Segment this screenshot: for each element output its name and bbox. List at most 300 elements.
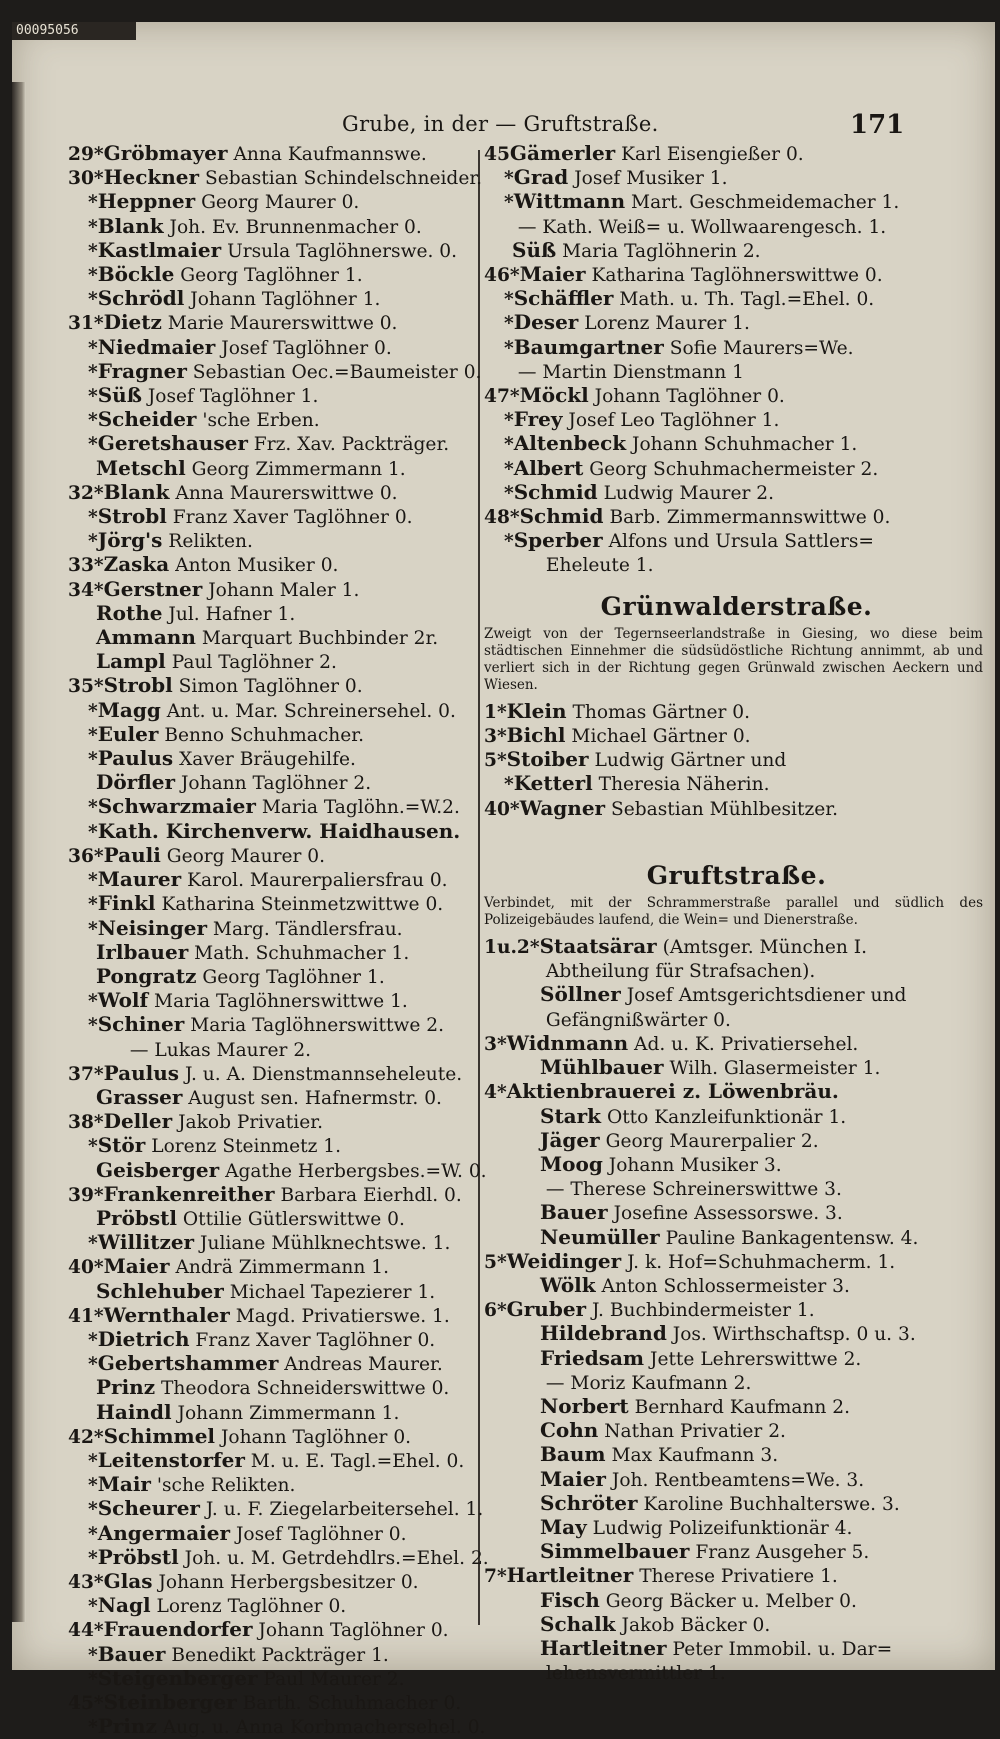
directory-entry [68,868,473,892]
resident-surname: Maier [103,1254,170,1279]
resident-details: Theresia Näherin. [598,774,770,796]
directory-entry [68,1594,473,1618]
directory-entry [68,1304,473,1328]
resident-details: Barb. Zimmermannswittwe 0. [609,507,891,529]
resident-details: Josef Taglöhner 0. [221,337,392,359]
directory-entry [68,336,473,360]
section-title-gruftstrasse: Gruftstraße. [646,860,827,890]
directory-entry [68,311,473,335]
resident-details: Math. u. Th. Tagl.=Ehel. 0. [619,289,875,311]
house-number: 1u.2* [484,937,540,959]
directory-entry [484,1613,989,1637]
resident-details: Sebastian Mühlbesitzer. [611,798,839,820]
directory-entry [68,771,473,795]
resident-details: Georg Taglöhner 1. [202,966,385,988]
house-number: * [88,337,98,359]
directory-entry [484,700,989,724]
resident-surname: Schlehuber [96,1278,224,1303]
resident-surname: Maier [540,1466,606,1491]
house-number: 30* [68,168,104,190]
resident-details: Bernhard Kaufmann 2. [634,1396,851,1418]
resident-details: Sebastian Oec.=Baumeister 0. [192,361,482,383]
directory-entry [484,1056,989,1080]
house-number: * [88,1547,98,1569]
resident-details: Maria Taglöhnerin 2. [562,240,761,262]
house-number: * [504,410,514,432]
page-number: 171 [850,110,905,140]
resident-details: Jette Lehrerswittwe 2. [650,1348,862,1370]
resident-surname: Ammann [96,625,196,650]
house-number: * [88,361,98,383]
resident-surname: Wolf [97,988,149,1013]
house-number: * [88,434,98,456]
resident-surname: Strobl [97,504,167,529]
directory-entry [68,1401,473,1425]
resident-surname: Glas [103,1568,153,1593]
directory-entry [68,1496,484,1521]
house-number: * [88,797,98,819]
house-number: 38* [68,1112,104,1134]
directory-entry [484,142,989,166]
resident-details: Barth. Schuhmacher 0. [242,1693,462,1714]
directory-entry [484,1177,989,1201]
directory-entry [68,1157,487,1183]
house-number: 5* [484,750,507,772]
directory-entry [484,1201,989,1225]
house-number: 44* [68,1620,104,1642]
resident-surname: Staatsärar [539,934,657,959]
resident-details: Franz Xaver Taglöhner 0. [172,507,413,529]
resident-details: Johann Taglöhner 0. [220,1426,412,1448]
resident-surname: Bauer [540,1200,608,1225]
resident-surname: Zaska [103,552,170,577]
resident-details: Katharina Steinmetzwittwe 0. [161,894,444,916]
resident-details: Ludwig Gärtner und [594,750,787,772]
directory-entry [68,1110,473,1134]
house-number: * [88,1329,98,1351]
resident-surname: Euler [97,721,159,746]
resident-surname: Niedmaier [97,334,216,359]
directory-entry [484,166,989,190]
house-number: * [88,386,98,408]
directory-entry [68,699,473,723]
resident-details: Juliane Mühlknechtswe. 1. [200,1233,451,1255]
resident-details: Ludwig Polizeifunktionär 4. [592,1517,853,1539]
directory-entry [68,674,473,698]
resident-surname: Mair [97,1472,151,1497]
right-column [484,142,989,1685]
house-number: * [88,1475,98,1497]
resident-details: Johann Taglöhner 0. [594,386,785,408]
resident-details: Ottilie Gütlerswittwe 0. [182,1208,405,1230]
house-number: * [504,531,514,553]
resident-details: Karoline Buchhalterswe. 3. [643,1493,900,1515]
resident-surname: Paulus [97,746,174,771]
resident-surname: Weidinger [506,1248,622,1273]
house-number: * [504,192,514,214]
house-number: * [504,434,514,456]
directory-entry [68,917,473,941]
resident-details: Max Kaufmann 3. [611,1445,779,1467]
resident-details: J. Buchbindermeister 1. [592,1300,815,1322]
resident-details: Jos. Wirthschaftsp. 0 u. 3. [672,1324,916,1346]
resident-details: Anton Schlossermeister 3. [601,1275,850,1297]
house-number: * [88,265,98,287]
house-number: 39* [68,1184,104,1206]
house-number: 45 [484,144,510,165]
section-title-gruenwalderstrasse: Grünwalderstraße. [600,591,873,621]
resident-details: Frz. Xav. Packträger. [253,434,450,456]
house-number: 3* [484,726,507,748]
resident-details: Franz Xaver Taglöhner 0. [195,1329,436,1351]
resident-surname: Heckner [103,165,200,190]
directory-entry [484,772,989,796]
house-number: 40* [484,798,520,820]
directory-entry [484,1637,989,1661]
resident-surname: Geretshauser [97,431,248,456]
house-number: * [88,410,98,432]
directory-entry [68,1473,473,1497]
directory-entry [68,190,473,214]
resident-surname: Haindl [96,1399,172,1424]
resident-surname: Hartleitner [506,1563,634,1588]
resident-details: Ludwig Maurer 2. [603,482,774,504]
house-number: * [504,289,514,311]
directory-entry [484,1516,989,1540]
resident-surname: Ketterl [513,771,593,796]
resident-details: Georg Maurer 0. [201,192,360,214]
resident-details: Lorenz Taglöhner 0. [156,1596,347,1618]
directory-entry [484,287,989,311]
directory-entry [68,723,473,747]
resident-details: Michael Gärtner 0. [571,726,751,748]
directory-entry [484,1540,989,1564]
resident-surname: Pröbstl [97,1544,179,1569]
house-number: 5* [484,1251,507,1273]
resident-surname: Scheider [97,407,197,432]
directory-entry [68,1570,473,1594]
resident-details: Sebastian Schindelschneider. [205,168,483,190]
directory-entry [484,748,989,772]
resident-surname: Möckl [519,383,589,408]
resident-details: Relikten. [168,531,253,553]
resident-surname: Maurer [97,867,182,892]
directory-entry [68,287,473,311]
house-number: 46* [484,265,520,287]
resident-surname: Stoiber [506,747,589,772]
resident-surname: Schrödl [97,286,185,311]
resident-details: 'sche Relikten. [156,1475,296,1497]
resident-surname: Frankenreither [103,1181,275,1206]
directory-entry [484,1395,989,1419]
resident-surname: Nagl [97,1593,151,1618]
resident-details: Johann Schuhmacher 1. [632,434,858,456]
resident-surname: Moog [540,1151,603,1176]
resident-details: — Martin Dienstmann 1 [517,361,744,383]
resident-surname: Cohn [540,1418,599,1443]
resident-surname: Jäger [540,1127,600,1152]
directory-entry [484,983,989,1007]
resident-details: Benno Schuhmacher. [164,724,364,746]
directory-entry [68,1328,473,1352]
directory-entry [68,795,473,819]
resident-surname: Scheurer [97,1496,200,1521]
resident-surname: Willitzer [97,1230,195,1255]
resident-details: 'sche Erben. [202,410,320,432]
resident-surname: Frey [513,407,563,432]
directory-entry [484,797,989,821]
resident-details: Johann Musiker 3. [608,1154,782,1176]
directory-entry [484,432,989,456]
resident-details: Josef Taglöhner 0. [235,1523,407,1545]
resident-details: Peter Immobil. u. Dar= [672,1638,893,1660]
resident-surname: Grad [513,165,569,190]
directory-entry [484,1468,989,1492]
directory-entry [484,1661,989,1685]
gruenwalderstrasse-entries [484,700,989,821]
directory-entry [484,1419,989,1443]
resident-surname: Gruber [506,1297,587,1322]
resident-surname: Jörg's [97,528,163,553]
resident-surname: Rothe [96,600,163,625]
directory-entry [68,578,473,602]
resident-surname: Böckle [97,262,175,287]
resident-details: Otto Kanzleifunktionär 1. [606,1106,847,1128]
resident-surname: Strobl [103,673,173,698]
directory-entry [484,553,989,577]
resident-surname: Kath. Kirchenverw. Haidhausen. [97,818,461,843]
resident-surname: Söllner [540,982,621,1007]
resident-details: Johann Taglöhner 1. [190,289,381,311]
resident-surname: Fragner [97,358,187,383]
resident-surname: Angermaier [97,1520,231,1545]
resident-surname: Baumgartner [513,334,664,359]
resident-surname: Schröter [540,1490,638,1515]
resident-details: Georg Taglöhner 1. [180,265,363,287]
directory-entry [68,602,473,626]
resident-details: Alfons und Ursula Sattlers= [608,531,874,553]
resident-surname: Schäffler [513,286,614,311]
resident-surname: Pongratz [96,963,197,988]
resident-details: Jakob Bäcker 0. [621,1614,771,1636]
section-description-gruftstrasse: Verbindet, mit der Schrammerstraße parallel und südlich des Polizeigebäudes laufend, die Wein= und Dienerstraße. [484,895,983,929]
directory-entry [484,724,989,748]
resident-details: Jul. Hafner 1. [168,603,296,625]
directory-entry [68,1013,473,1037]
resident-details: Josef Taglöhner 1. [147,386,319,408]
resident-details: Jakob Privatier. [178,1112,323,1134]
house-number: * [88,1644,98,1666]
directory-entry [68,384,473,408]
resident-details: Ant. u. Mar. Schreinersehel. 0. [166,700,456,722]
resident-details: Josef Amtsgerichtsdiener und [626,985,907,1007]
resident-details: Xaver Bräugehilfe. [179,749,356,771]
resident-surname: Metschl [96,455,186,480]
resident-details: Andreas Maurer. [284,1354,443,1376]
house-number: 41* [68,1305,104,1327]
directory-entry [68,215,473,239]
resident-details: Magd. Privatierswe. 1. [235,1305,450,1327]
resident-details: Paul Maurer 2. [263,1668,405,1690]
resident-surname: Schimmel [103,1423,216,1448]
resident-details: Johann Maler 1. [208,579,360,601]
directory-entry [68,1062,473,1086]
gruftstrasse-entries [484,935,989,1685]
house-number: * [504,458,514,480]
resident-details: Marquart Buchbinder 2r. [201,628,439,650]
resident-details: Abtheilung für Strafsachen). [545,961,816,983]
directory-entry [68,1352,473,1376]
resident-surname: Hartleitner [540,1635,667,1660]
directory-entry [68,263,473,287]
resident-surname: Gämerler [509,141,616,165]
resident-surname: Frauendorfer [103,1617,253,1642]
resident-surname: Deser [513,310,579,335]
directory-entry [484,239,989,263]
directory-entry [484,1105,989,1129]
resident-details: Simon Taglöhner 0. [178,676,363,698]
resident-details: J. u. F. Ziegelarbeitersehel. 1. [205,1499,484,1521]
resident-surname: Stör [97,1133,146,1158]
house-number: * [88,1233,98,1255]
house-number: * [88,894,98,916]
directory-entry [484,360,989,384]
directory-entry [68,1280,473,1304]
resident-details: Georg Maurerpalier 2. [605,1130,819,1152]
resident-surname: Mühlbauer [540,1055,664,1080]
resident-details: Marg. Tändlersfrau. [212,918,403,940]
resident-surname: Schmid [519,504,604,529]
resident-surname: Wittmann [513,189,626,214]
resident-details: Paul Taglöhner 2. [171,652,337,674]
house-number: * [88,1499,98,1521]
directory-entry [68,1231,473,1255]
house-number: 48* [484,507,520,529]
resident-details: Andrä Zimmermann 1. [175,1257,390,1279]
resident-details: Johann Taglöhner 2. [180,773,372,795]
resident-surname: Widnmann [506,1030,629,1055]
house-number: * [88,870,98,892]
resident-surname: Neisinger [97,915,207,940]
resident-surname: Schwarzmaier [97,794,256,819]
resident-details: Mart. Geschmeidemacher 1. [631,192,900,214]
resident-details: Maria Taglöhnerswittwe 1. [154,991,408,1013]
house-number: 47* [484,386,520,408]
directory-entry [484,408,989,432]
directory-entry [484,1080,989,1104]
resident-surname: Schiner [97,1012,185,1037]
resident-surname: Süß [97,383,142,408]
resident-details: Thomas Gärtner 0. [572,701,750,723]
resident-details: Josefine Assessorswe. 3. [613,1203,843,1225]
house-number: * [504,482,514,504]
resident-surname: Paulus [103,1060,180,1085]
resident-details: Sofie Maurers=We. [669,337,854,359]
directory-entry [68,165,483,190]
house-number: * [88,289,98,311]
directory-entry [68,1522,473,1546]
directory-entry [484,336,989,360]
resident-details: Anton Musiker 0. [175,555,339,577]
house-number: * [88,192,98,214]
resident-details: Ad. u. K. Privatiersehel. [634,1033,859,1055]
resident-surname: Heppner [97,189,196,214]
directory-entry [68,747,473,771]
directory-entry [484,1589,989,1613]
resident-surname: Bichl [506,723,566,748]
resident-details: Joh. Rentbeamtens=We. 3. [611,1469,865,1491]
right-top-entries [484,142,989,578]
resident-surname: Dietz [103,310,162,335]
house-number: 4* [484,1082,507,1104]
house-number: 35* [68,676,104,698]
left-column [68,141,489,1739]
directory-entry [68,505,473,529]
directory-entry [484,935,989,959]
resident-details: Josef Musiker 1. [574,168,728,190]
directory-entry [484,1226,989,1250]
directory-entry [68,650,473,674]
resident-surname: Bauer [97,1641,166,1666]
house-number: 1* [484,701,507,723]
house-number: 6* [484,1300,507,1322]
resident-surname: Gerstner [103,576,203,601]
resident-surname: Wagner [519,795,606,820]
directory-entry [484,457,989,481]
directory-entry [484,1371,989,1395]
house-number: 33* [68,555,104,577]
directory-entry [484,215,989,239]
house-number: * [88,216,98,238]
directory-entry [68,1618,473,1642]
house-number: * [88,1015,98,1037]
directory-entry [484,529,989,553]
resident-details: — Therese Schreinerswittwe 3. [545,1179,842,1201]
directory-entry [68,1449,473,1473]
directory-entry [68,941,473,965]
directory-entry [68,1643,473,1667]
directory-entry [68,626,473,650]
resident-details: Theodora Schneiderswittwe 0. [161,1378,450,1400]
resident-details: Johann Zimmermann 1. [177,1402,400,1424]
resident-details: Franz Ausgeher 5. [695,1542,870,1564]
directory-entry [68,820,473,844]
directory-entry [68,1183,473,1207]
directory-entry [68,457,473,481]
house-number: 3* [484,1033,507,1055]
resident-details: Aug. u. Anna Korbmachersehel. 0. [162,1717,486,1739]
resident-details: — Moriz Kaufmann 2. [545,1372,752,1394]
directory-entry [68,1667,473,1691]
directory-entry [484,1008,989,1032]
resident-details: Anna Kaufmannswe. [233,144,427,165]
directory-entry [484,190,989,214]
resident-surname: Prinz [97,1714,157,1739]
resident-details: Nathan Privatier 2. [604,1421,786,1443]
house-number: * [88,1354,98,1376]
resident-surname: Pröbstl [96,1205,177,1230]
resident-details: Pauline Bankagentensw. 4. [665,1227,919,1249]
resident-surname: Steinberger [103,1690,237,1714]
directory-entry [484,1032,989,1056]
directory-entry [484,1274,989,1298]
section-gap [484,821,989,847]
directory-entry [484,1492,989,1516]
house-number: 42* [68,1426,104,1448]
resident-surname: Aktienbrauerei z. Löwenbräu. [506,1079,839,1104]
directory-entry [68,1086,473,1110]
resident-details: Katharina Taglöhnerswittwe 0. [591,265,883,287]
